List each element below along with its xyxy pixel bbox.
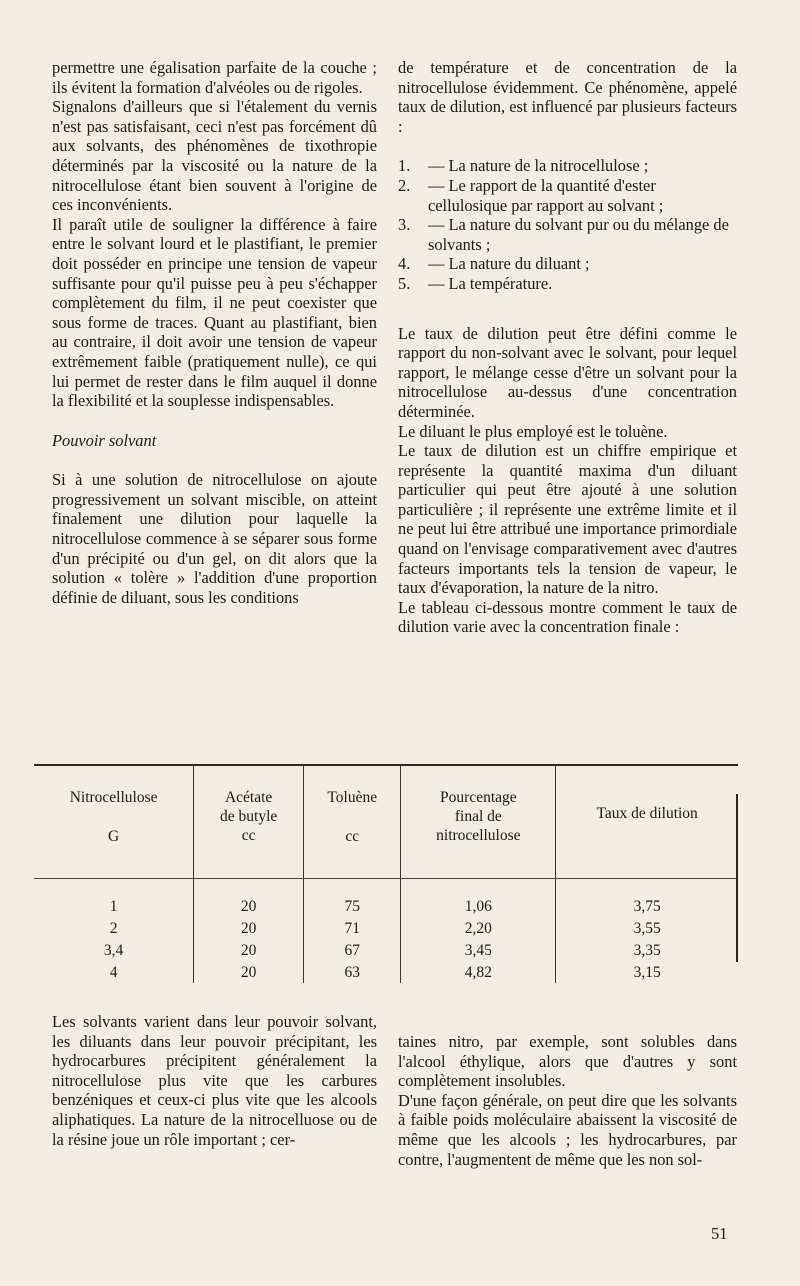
paragraph: D'une façon générale, on peut dire que les solvants à faible poids moléculaire abaissent la viscosité de même que les alcools ; les hydrocarbures, par contre, l'augmentent de même que les non sol-: [398, 1090, 737, 1169]
dilution-table: [34, 764, 738, 983]
table-cell: 3,75: [556, 885, 738, 917]
table-cell: 3,35: [556, 939, 738, 961]
paragraph: Signalons d'ailleurs que si l'étalement du vernis n'est pas satisfaisant, ceci n'est pas forcément dû aux solvants, des phénomènes de tixothropie déterminés par la viscosité ou la nature de la nitrocellulose étant bien souvent à l'origine de ces inconvénients.: [52, 97, 377, 215]
header-line: cc: [241, 827, 256, 844]
paragraph: de température et de concentration de la nitrocellulose évidemment. Ce phénomène, appelé taux de dilution, est influencé par plusieurs facteurs :: [398, 58, 737, 136]
table-cell: 4: [109, 963, 118, 981]
header-line: Taux de dilution: [596, 805, 698, 822]
page-number: 51: [711, 1224, 728, 1243]
table-cell: 3,45: [401, 939, 556, 961]
header-line: cc: [345, 828, 360, 845]
table-right-border: [736, 794, 738, 962]
table-header: [304, 765, 401, 879]
paragraph: Le diluant le plus employé est le toluène.: [398, 421, 668, 441]
table-row: [34, 961, 738, 983]
list-text: — La nature du diluant ;: [428, 254, 590, 274]
table-header: [194, 765, 304, 879]
right-column-top: [398, 58, 737, 637]
header-line: de butyle: [220, 808, 278, 825]
list-text: — La température.: [428, 273, 553, 293]
paragraph: Il paraît utile de souligner la différence à faire entre le solvant lourd et le plastifiant, le premier doit posséder en principe une tension de vapeur suffisante pour qu'il puisse peu à peu s'échapper complètement du film, il ne peut coexister que sous forme de traces. Quant au plastifiant, bien au contraire, il doit avoir une tension de vapeur extrêmement faible (pratiquement nulle), ce qui lui permet de rester dans le film auquel il donne la flexibilité et la souplesse indispensables.: [52, 214, 377, 411]
header-line: Toluène: [327, 789, 378, 806]
table-cell: 71: [304, 917, 401, 939]
table-header: [401, 765, 556, 879]
list-item: [398, 274, 737, 294]
list-item: [398, 176, 737, 215]
list-item: [398, 254, 737, 274]
table-cell: 67: [304, 939, 401, 961]
table-cell: 1: [109, 897, 118, 915]
header-line: Pourcentage: [440, 789, 517, 806]
header-line: Nitrocellulose: [69, 789, 158, 806]
paragraph: Le taux de dilution peut être défini comme le rapport du non-solvant avec le solvant, pour lequel rapport, le mélange cesse d'être un solvant pour la nitrocellulose au-dessus d'une concentration déterminée.: [398, 323, 737, 421]
left-column-top: [52, 58, 377, 607]
header-line: G: [108, 828, 120, 845]
factor-list: [398, 156, 737, 293]
list-number: 1.: [398, 156, 411, 176]
right-column-bottom: [398, 1032, 737, 1169]
paragraph: Le tableau ci-dessous montre comment le taux de dilution varie avec la concentration finale :: [398, 597, 737, 637]
list-text: — La nature de la nitrocellulose ;: [428, 156, 649, 176]
table-cell: 75: [304, 885, 401, 917]
list-item: [398, 215, 737, 254]
paragraph: Les solvants varient dans leur pouvoir solvant, les diluants dans leur pouvoir précipitant, les hydrocarbures précipitent généralement la nitrocellulose plus vite que les carbures benzéniques et ceux-ci plus vite que les alcools aliphatiques. La nature de la nitrocelluose ou de la résine joue un rôle important ; cer-: [52, 1012, 377, 1149]
section-heading: Pouvoir solvant: [52, 430, 157, 450]
table-cell: 3,15: [556, 961, 738, 983]
list-text: — Le rapport de la quantité d'ester cellulosique par rapport au solvant ;: [428, 175, 664, 215]
table-header-row: [34, 765, 738, 879]
paragraph: taines nitro, par exemple, sont solubles dans l'alcool éthylique, alors que d'autres y sont complètement insolubles.: [398, 1032, 737, 1091]
list-number: 5.: [398, 273, 411, 293]
header-line: final de: [454, 808, 502, 825]
header-line: Acétate: [224, 789, 273, 806]
paragraph: permettre une égalisation parfaite de la couche ; ils évitent la formation d'alvéoles ou de rigoles.: [52, 58, 377, 97]
table-row: [34, 917, 738, 939]
table-cell: 20: [194, 917, 304, 939]
table-row: [34, 885, 738, 917]
table-cell: 4,82: [401, 961, 556, 983]
table-cell: 20: [194, 939, 304, 961]
table-header: [556, 765, 738, 879]
paragraph: Le taux de dilution est un chiffre empirique et représente la quantité maxima d'un diluant particulier qui peut être ajouté à une solution particulière ; il représente une extrême limite et il ne peut lui être attribué une importance primordiale quand on l'envisage comparativement avec d'autres facteurs importants tels la tension de vapeur, le taux d'évaporation, la nature de la nitro.: [398, 441, 737, 598]
table-cell: 2,20: [401, 917, 556, 939]
list-number: 4.: [398, 254, 411, 274]
table-cell: 2: [109, 919, 118, 937]
table-cell: 20: [194, 961, 304, 983]
list-number: 2.: [398, 175, 411, 195]
left-column-bottom: [52, 1012, 377, 1149]
table-cell: 3,4: [103, 941, 124, 959]
header-line: nitrocellulose: [436, 827, 521, 844]
list-text: — La nature du solvant pur ou du mélange de solvants ;: [428, 215, 729, 254]
list-number: 3.: [398, 215, 411, 235]
table-cell: 1,06: [401, 885, 556, 917]
table-cell: 63: [304, 961, 401, 983]
list-item: [398, 156, 737, 176]
table-row: [34, 939, 738, 961]
table-cell: 3,55: [556, 917, 738, 939]
table-header: [34, 765, 194, 879]
table-cell: 20: [194, 885, 304, 917]
paragraph: Si à une solution de nitrocellulose on ajoute progressivement un solvant miscible, on atteint finalement une dilution pour laquelle la nitrocellulose commence à se séparer sous forme d'un précipité ou d'un gel, on dit alors que la solution « tolère » l'addition d'une proportion définie de diluant, sous les conditions: [52, 470, 377, 607]
